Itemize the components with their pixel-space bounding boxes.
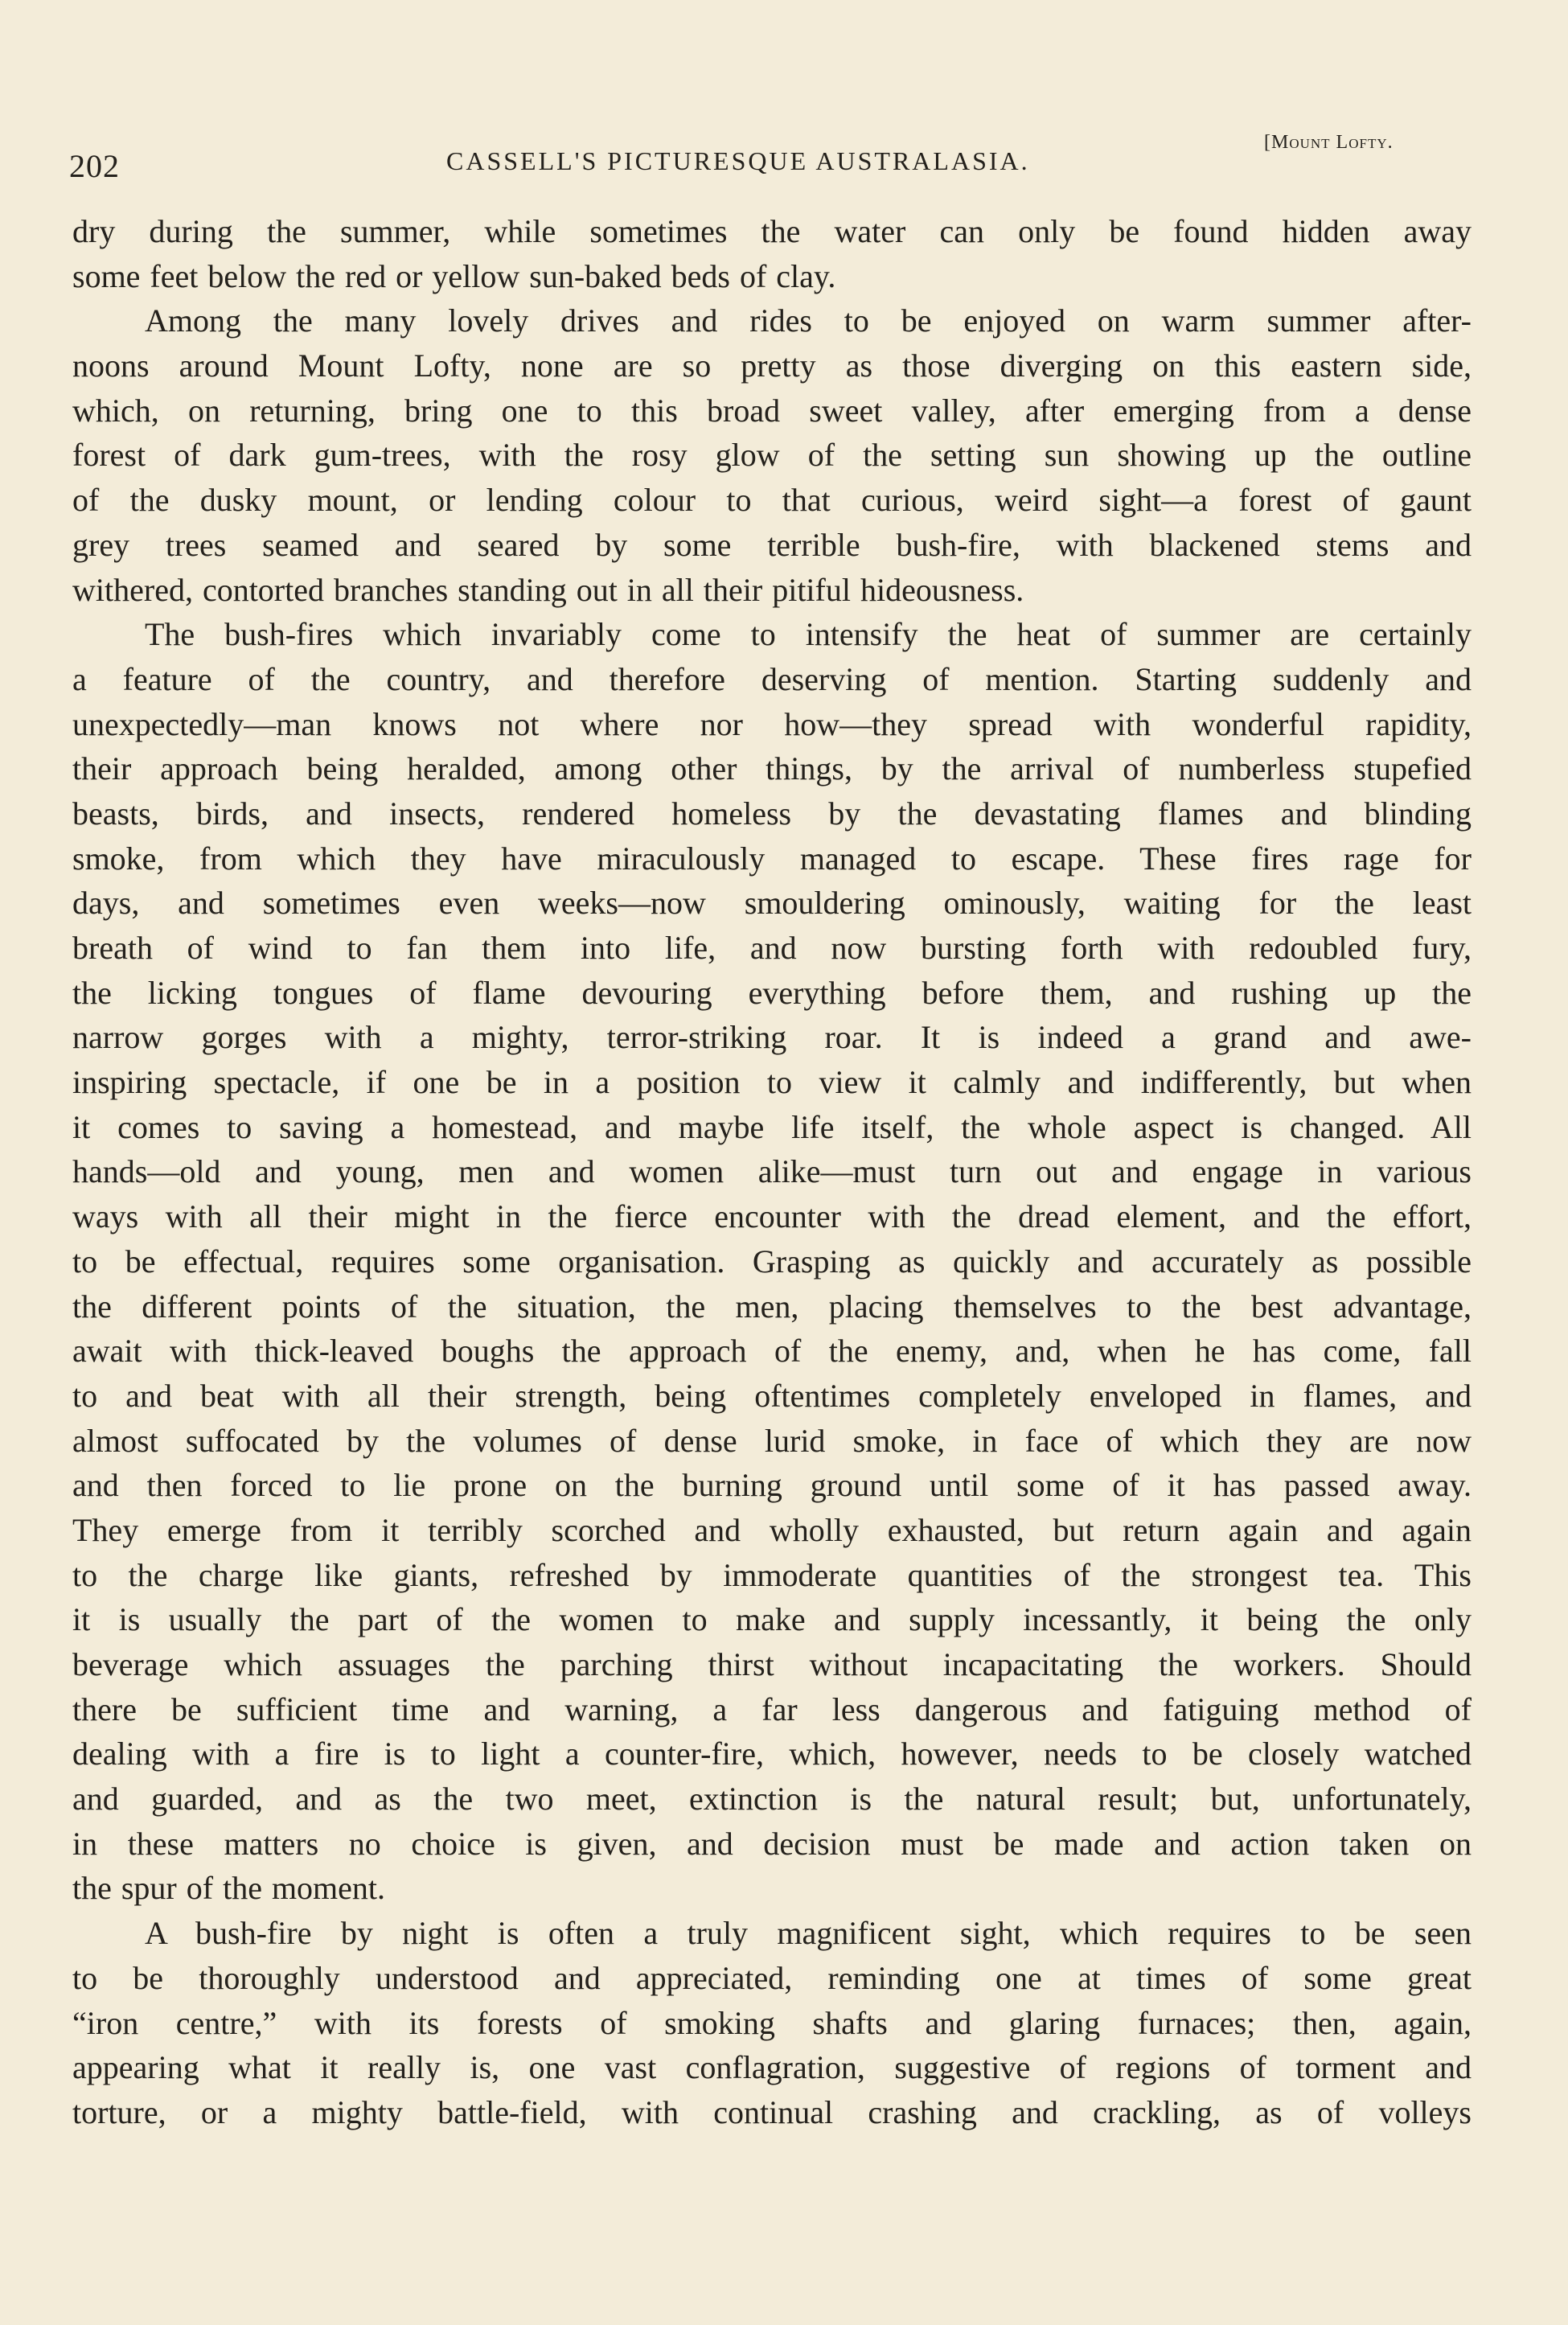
text-line: dry during the summer, while sometimes the water can only be found hidden away [72,213,1472,249]
text-line: beasts, birds, and insects, rendered homeless by the devastating flames and blinding [72,795,1472,832]
text-line: noons around Mount Lofty, none are so pretty as those diverging on this eastern side, [72,347,1472,384]
text-line: to be thoroughly understood and appreciated, reminding one at times of some great [72,1959,1472,1996]
text-line: it comes to saving a homestead, and maybe life itself, the whole aspect is changed. All [72,1108,1472,1145]
text-line: inspiring spectacle, if one be in a position to view it calmly and indifferently, but when [72,1064,1472,1101]
text-line: await with thick-leaved boughs the approach of the enemy, and, when he has come, fall [72,1333,1472,1370]
text-line: torture, or a mighty battle-field, with continual crashing and crackling, as of volleys [72,2093,1472,2130]
text-line: The bush-fires which invariably come to intensify the heat of summer are certainly [145,616,1472,653]
text-line: hands—old and young, men and women alike—must turn out and engage in various [72,1153,1472,1190]
text-line: the spur of the moment. [72,1870,386,1907]
text-line: smoke, from which they have miraculously managed to escape. These fires rage for [72,840,1472,877]
text-line: to be effectual, requires some organisation. Grasping as quickly and accurately as possible [72,1243,1472,1280]
text-line: days, and sometimes even weeks—now smouldering ominously, waiting for the least [72,885,1472,922]
text-line: withered, contorted branches standing out in all their pitiful hideousness. [72,571,1024,608]
text-line: breath of wind to fan them into life, and now bursting forth with redoubled fury, [72,930,1472,966]
text-line: of the dusky mount, or lending colour to that curious, weird sight—a forest of gaunt [72,482,1472,519]
text-line: the different points of the situation, the men, placing themselves to the best advantage, [72,1288,1472,1325]
text-line: some feet below the red or yellow sun-baked beds of clay. [72,257,836,294]
text-line: narrow gorges with a mighty, terror-striking roar. It is indeed a grand and awe- [72,1019,1472,1056]
text-line: it is usually the part of the women to make and supply incessantly, it being the only [72,1601,1472,1638]
text-line: to the charge like giants, refreshed by immoderate quantities of the strongest tea. This [72,1556,1472,1593]
text-line: in these matters no choice is given, and decision must be made and action taken on [72,1825,1472,1862]
text-line: dealing with a fire is to light a counter-fire, which, however, needs to be closely watched [72,1736,1472,1773]
text-line: Among the many lovely drives and rides to be enjoyed on warm summer after- [145,302,1472,339]
text-line: and then forced to lie prone on the burning ground until some of it has passed away. [72,1467,1472,1504]
text-line: a feature of the country, and therefore deserving of mention. Starting suddenly and [72,660,1472,697]
running-title: CASSELL'S PICTURESQUE AUSTRALASIA. [446,146,1030,175]
section-label: [Mount Lofty. [1264,132,1394,153]
text-line: and guarded, and as the two meet, extinction is the natural result; but, unfortunately, [72,1781,1472,1818]
text-line: beverage which assuages the parching thirst without incapacitating the workers. Should [72,1646,1472,1682]
text-line: there be sufficient time and warning, a far less dangerous and fatiguing method of [72,1690,1472,1727]
text-line: A bush-fire by night is often a truly magnificent sight, which requires to be seen [145,1915,1472,1952]
text-line: which, on returning, bring one to this broad sweet valley, after emerging from a dense [72,392,1472,429]
body-text [72,209,1472,2135]
text-line: They emerge from it terribly scorched and wholly exhausted, but return again and again [72,1511,1472,1548]
text-line: grey trees seamed and seared by some terrible bush-fire, with blackened stems and [72,526,1472,563]
text-line: “iron centre,” with its forests of smoking shafts and glaring furnaces; then, again, [72,2004,1472,2041]
text-line: their approach being heralded, among other things, by the arrival of numberless stupefied [72,750,1472,787]
page-number: 202 [69,148,120,184]
text-line: to and beat with all their strength, being oftentimes completely enveloped in flames, and [72,1377,1472,1414]
text-line: forest of dark gum-trees, with the rosy glow of the setting sun showing up the outline [72,437,1472,474]
text-line: appearing what it really is, one vast conflagration, suggestive of regions of torment and [72,2049,1472,2086]
text-line: unexpectedly—man knows not where nor how—they spread with wonderful rapidity, [72,705,1472,742]
text-line: the licking tongues of flame devouring everything before them, and rushing up the [72,974,1472,1011]
text-line: ways with all their might in the fierce encounter with the dread element, and the effort, [72,1198,1472,1235]
text-line: almost suffocated by the volumes of dense lurid smoke, in face of which they are now [72,1422,1472,1459]
